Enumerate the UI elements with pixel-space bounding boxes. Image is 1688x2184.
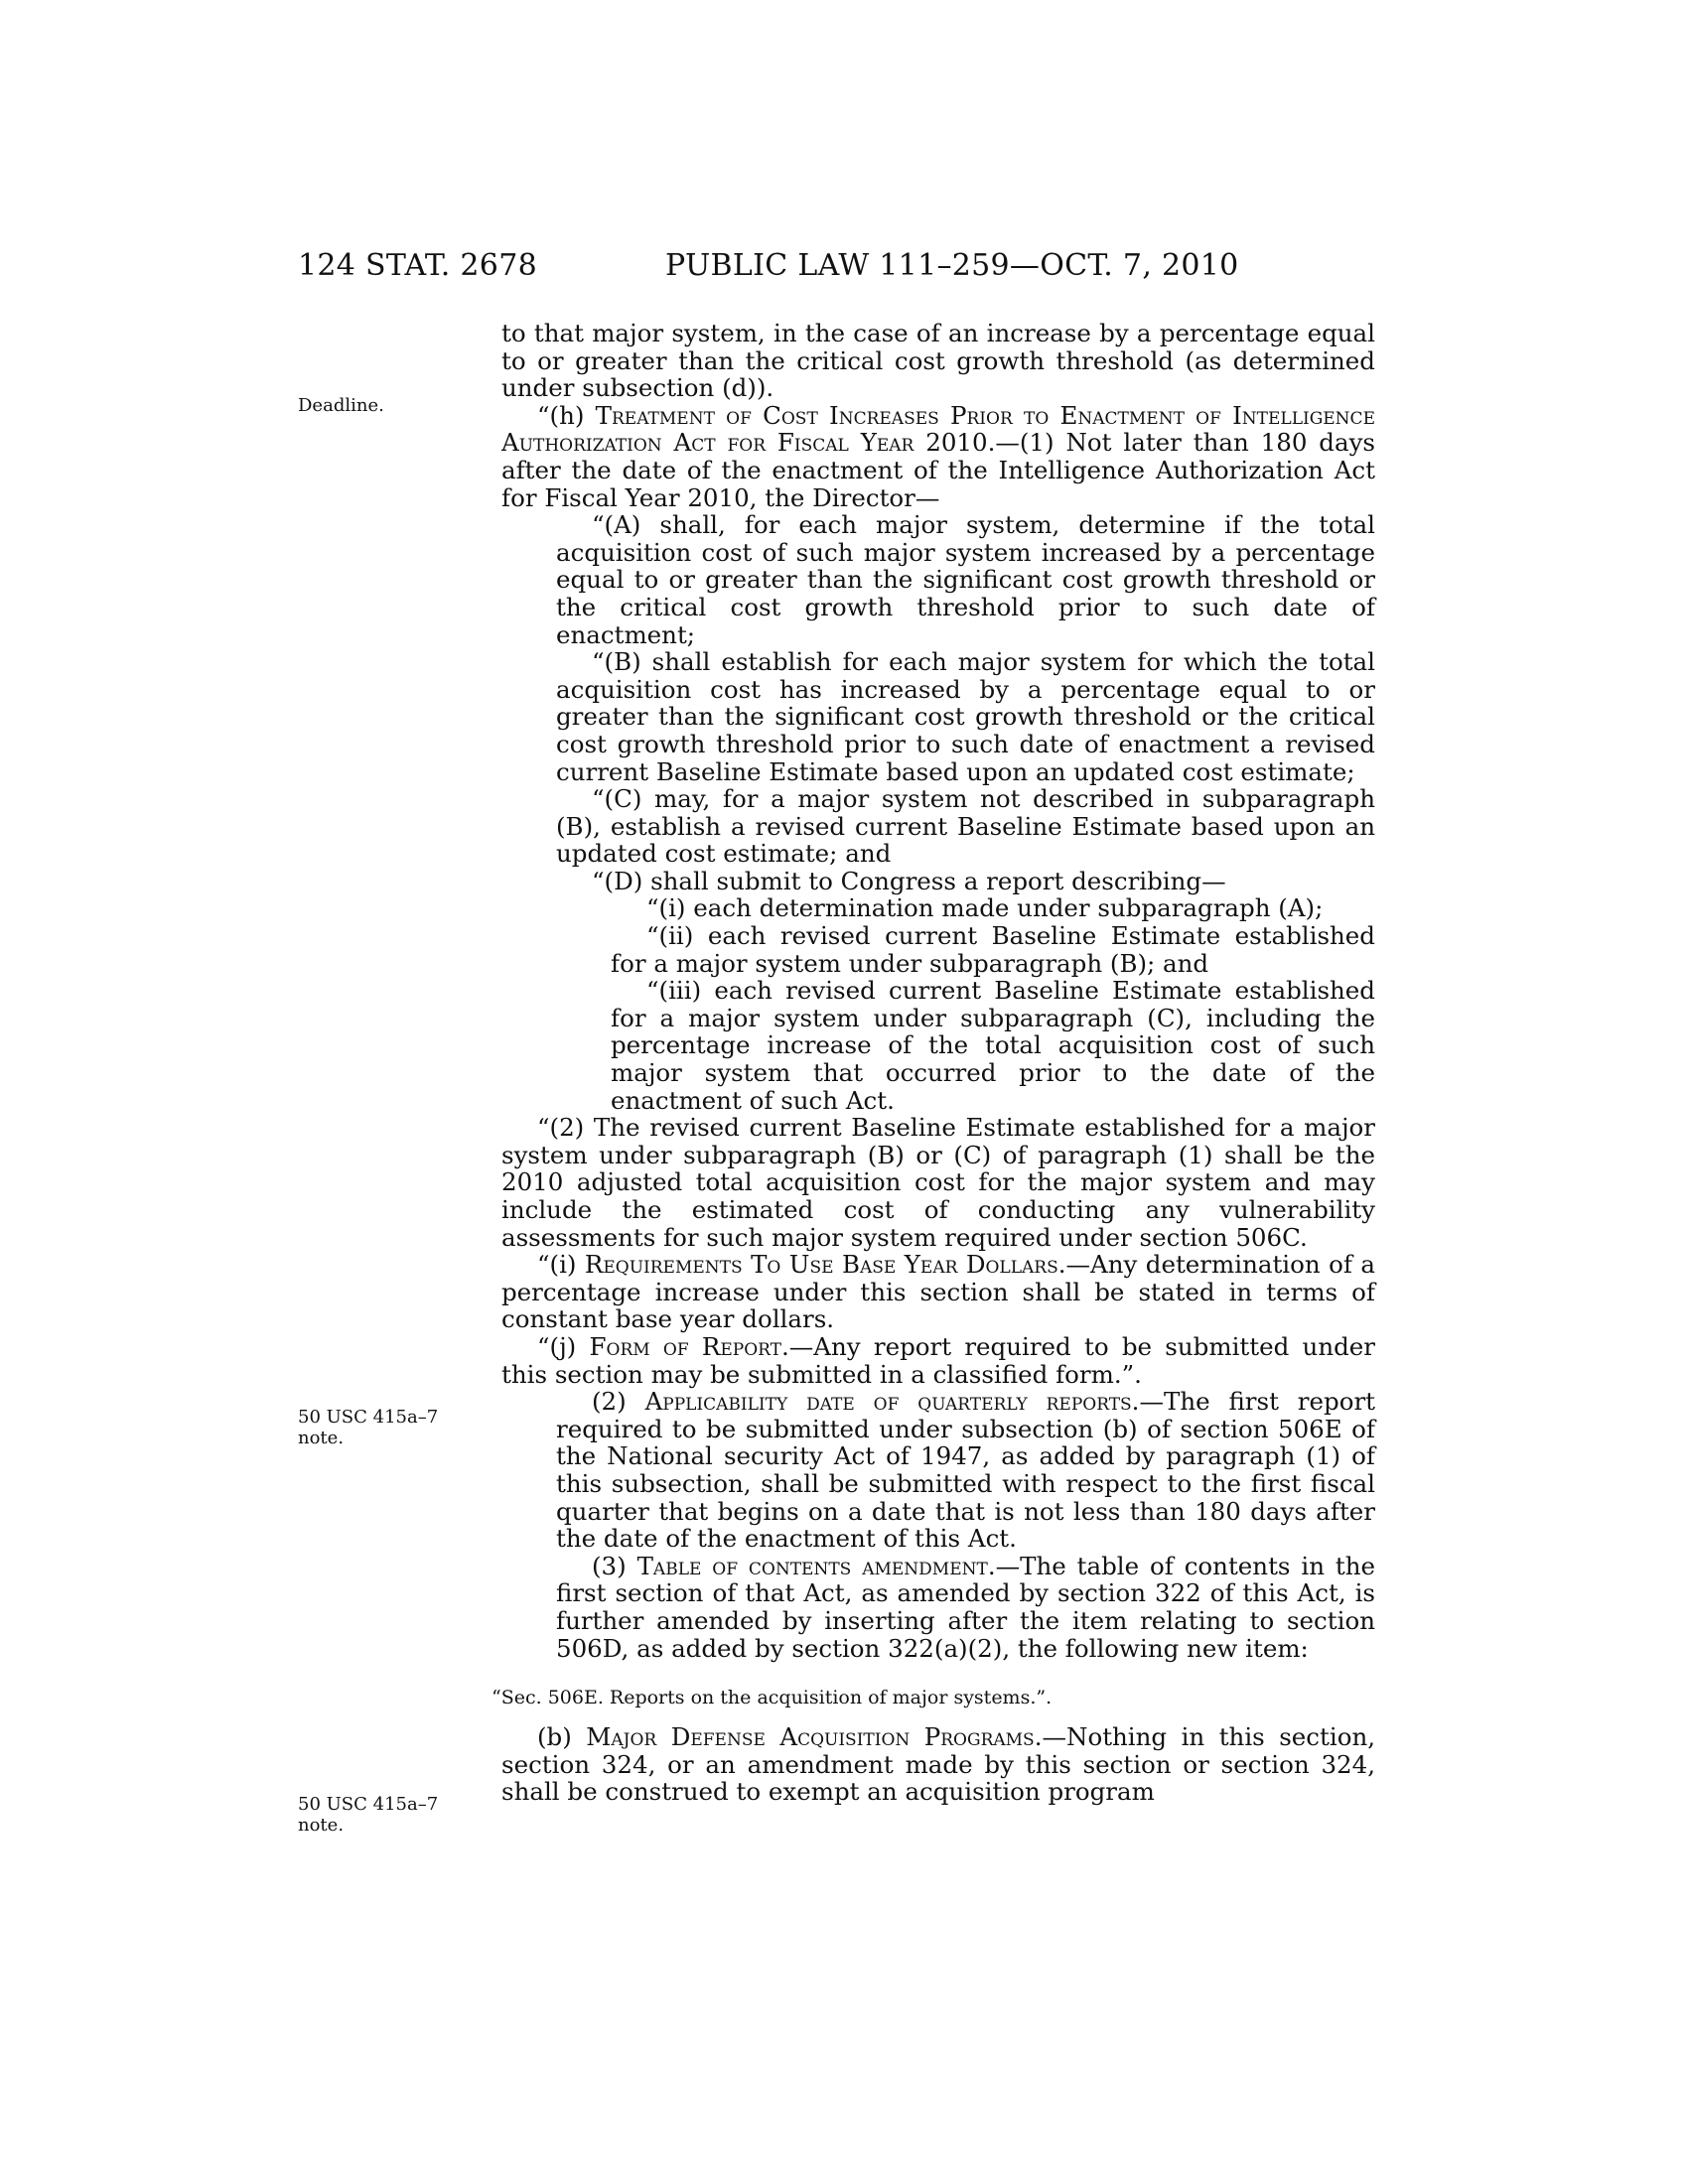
statute-body [492, 319, 1376, 1807]
paragraph-applicability-date: (2) Applicability date of quarterly reports.—The first report required to be submitted under subsection (b) of section 506E of the National security Act of 1947, as added by paragraph (1) of this subsection, shall be submitted with respect to the first fiscal quarter that begins on a date that is not less than 180 days after the date of the enactment of this Act. [556, 1387, 1376, 1554]
margin-note-deadline: Deadline. [298, 395, 384, 416]
subsection-b: (b) Major Defense Acquisition Programs.—Nothing in this section, section 324, or an amendment made by this section or section 324, shall be construed to exempt an acquisition program [501, 1722, 1376, 1807]
subparagraph-b: “(B) shall establish for each major system for which the total acquisition cost has increased by a percentage equal to or greater than the significant cost growth threshold or the critical cost growth threshold prior to such date of enactment a revised current Baseline Estimate based upon an updated cost estimate; [556, 647, 1375, 786]
page-number: 124 STAT. 2678 [298, 248, 537, 283]
clause-ii: “(ii) each revised current Baseline Estimate established for a major system under subparagraph (B); and [611, 921, 1375, 978]
paragraph-heading: Table of contents amendment. [636, 1551, 996, 1580]
continuation-paragraph: to that major system, in the case of an increase by a percentage equal to or greater than the critical cost growth threshold (as determined under subsection (d)). [501, 319, 1375, 403]
paragraph-heading: Applicability date of quarterly reports. [644, 1387, 1140, 1417]
subparagraph-d: “(D) shall submit to Congress a report describing— [592, 866, 1226, 895]
subparagraph-c: “(C) may, for a major system not described in subparagraph (B), establish a revised current Baseline Estimate based upon an updated cost estimate; and [556, 784, 1375, 869]
subparagraph-a: “(A) shall, for each major system, determine if the total acquisition cost of such major system increased by a percentage equal to or greater than the significant cost growth threshold or the critical cost growth threshold prior to such date of enactment; [556, 510, 1375, 649]
subsection-heading: Form of Report. [589, 1331, 789, 1361]
subsection-j: “(j) Form of Report.—Any report required to be submitted under this section may be submitted in a classified form.”. [501, 1331, 1375, 1389]
paragraph-toc-amendment: (3) Table of contents amendment.—The table of contents in the first section of that Act, as amended by section 322 of this Act, is further amended by inserting after the item relating to section 506D, as added by section 322(a)(2), the following new item: [556, 1551, 1375, 1663]
margin-note-usc-citation: 50 USC 415a–7 note. [298, 1794, 439, 1836]
subsection-h: “(h) Treatment of Cost Increases Prior to Enactment of Intelligence Authorization Act for Fiscal Year 2010.—(1) Not later than 180 days after the date of the enactment of the Intelligence Authorization Act for Fiscal Year 2010, the Director— [501, 400, 1375, 512]
clause-i: “(i) each determination made under subparagraph (A); [646, 893, 1324, 923]
page-header [298, 248, 1380, 288]
subsection-heading: Requirements To Use Base Year Dollars. [584, 1250, 1066, 1280]
toc-new-item: “Sec. 506E. Reports on the acquisition of major systems.”. [492, 1687, 1053, 1709]
subsection-i: “(i) Requirements To Use Base Year Dollars.—Any determination of a percentage increase under this section shall be stated in terms of constant base year dollars. [501, 1250, 1375, 1334]
subsection-heading: Treatment of Cost Increases Prior to Enactment of Intelligence Authorization Act for Fiscal Year 2010. [501, 400, 1375, 458]
running-title: PUBLIC LAW 111–259—OCT. 7, 2010 [665, 248, 1239, 283]
subsection-heading: Major Defense Acquisition Programs. [586, 1722, 1043, 1752]
margin-note-usc-citation: 50 USC 415a–7 note. [298, 1407, 439, 1448]
paragraph-2-baseline: “(2) The revised current Baseline Estimate established for a major system under subparagraph (B) or (C) of paragraph (1) shall be the 2010 adjusted total acquisition cost for the major system and may include the estimated cost of conducting any vulnerability assessments for such major system required under section 506C. [501, 1113, 1375, 1252]
clause-iii: “(iii) each revised current Baseline Estimate established for a major system under subparagraph (C), including the percentage increase of the total acquisition cost of such major system that occurred prior to the date of the enactment of such Act. [611, 976, 1375, 1115]
